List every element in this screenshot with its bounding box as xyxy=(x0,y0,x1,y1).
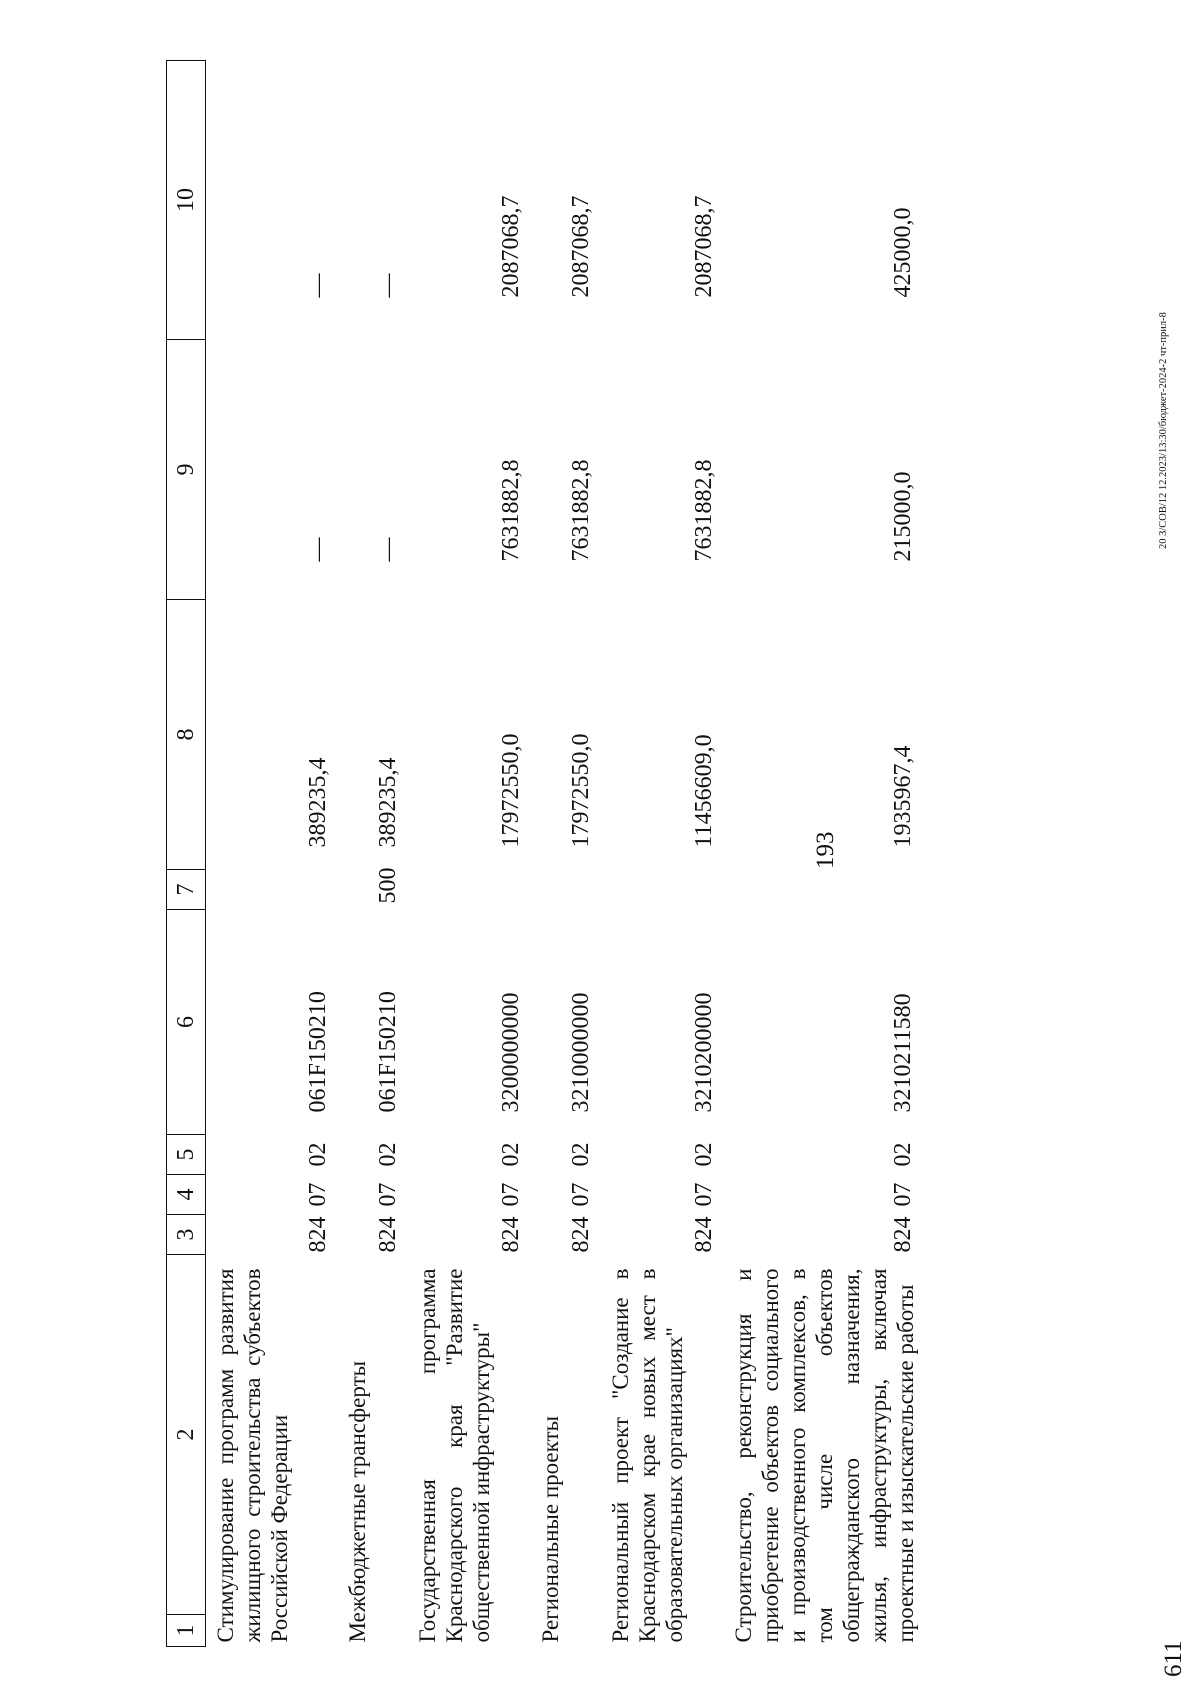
col-header-7: 7 xyxy=(167,870,206,910)
cell-c8: 17972550,0 xyxy=(567,733,594,848)
col-header-5: 5 xyxy=(167,1135,206,1175)
cell-c5: 02 xyxy=(889,1142,916,1167)
cell-c3: 824 xyxy=(374,1216,401,1253)
cell-c6: 3210211580 xyxy=(889,993,916,1113)
cell-c10: 2087068,7 xyxy=(567,195,594,298)
cell-c6: 3200000000 xyxy=(497,992,524,1113)
cell-c3: 824 xyxy=(567,1216,594,1253)
row-description: Стимулирование программ развития жилищного строительства субъектов Российской Федерации xyxy=(213,1268,292,1643)
cell-c8: 11456609,0 xyxy=(690,734,717,848)
cell-c3: 824 xyxy=(304,1216,331,1253)
cell-c3: 824 xyxy=(690,1216,717,1253)
cell-c5: 02 xyxy=(567,1142,594,1167)
table-row xyxy=(338,61,408,1647)
cell-c10: 2087068,7 xyxy=(497,195,524,298)
cell-c6: 3210200000 xyxy=(690,992,717,1113)
cell-c3: 824 xyxy=(889,1216,916,1253)
cell-c9: 7631882,8 xyxy=(690,459,717,562)
col-header-2: 2 xyxy=(167,1255,206,1615)
row-description: Государственная программа Краснодарского края "Развитие общественной инфраструктуры" xyxy=(414,1268,494,1643)
table-row xyxy=(408,61,531,1647)
col-header-9: 9 xyxy=(167,340,206,600)
cell-c8: 389235,4 xyxy=(374,757,401,848)
col-header-6: 6 xyxy=(167,910,206,1135)
cell-c7 xyxy=(601,870,724,910)
cell-c7 xyxy=(206,870,338,910)
col-header-4: 4 xyxy=(167,1175,206,1215)
cell-c8: 389235,4 xyxy=(304,757,331,848)
cell-c5: 02 xyxy=(374,1142,401,1167)
cell-c10: 425000,0 xyxy=(889,207,916,298)
cell-c4: 07 xyxy=(304,1182,331,1207)
cell-c6: 3210000000 xyxy=(567,992,594,1113)
cell-c8: 17972550,0 xyxy=(497,733,524,848)
cell-c5: 02 xyxy=(304,1142,331,1167)
cell-c9: 7631882,8 xyxy=(497,459,524,562)
row-description: Межбюджетные трансферты xyxy=(344,1360,370,1643)
cell-c4: 07 xyxy=(497,1182,524,1207)
header-row xyxy=(167,61,206,1647)
cell-c9: — xyxy=(304,537,331,562)
row-description: Региональный проект "Создание в Краснодарском крае новых мест в образовательных организациях" xyxy=(607,1268,687,1643)
table-row xyxy=(206,61,338,1647)
budget-table xyxy=(166,60,923,1647)
page-number: 193 xyxy=(812,831,839,869)
col-header-10: 10 xyxy=(167,61,206,340)
cell-c6: 061F150210 xyxy=(374,991,401,1113)
cell-c9: 7631882,8 xyxy=(567,459,594,562)
row-description: Строительство, реконструкция и приобретение объектов социального и производственного комплексов, в том числе объектов общегражданского назначения, жилья, инфраструктуры, включая проектные и изыскательские работы xyxy=(730,1268,918,1643)
footer-stamp: 20 З/СОВ/12 12.2023/13:30/бюджет-2024-2 чт-прил-8 xyxy=(1158,312,1169,549)
row-description: Региональные проекты xyxy=(537,1415,563,1643)
cell-c10: 2087068,7 xyxy=(690,195,717,298)
col-header-8: 8 xyxy=(167,600,206,870)
cell-c6: 061F150210 xyxy=(304,991,331,1113)
cell-c3: 824 xyxy=(497,1216,524,1253)
col-header-3: 3 xyxy=(167,1215,206,1255)
cell-c4: 07 xyxy=(889,1182,916,1207)
cell-c8: 1935967,4 xyxy=(889,745,916,848)
cell-c7: 500 xyxy=(374,867,401,904)
cell-c5: 02 xyxy=(497,1142,524,1167)
cell-c7 xyxy=(531,870,601,910)
table-row xyxy=(601,61,724,1647)
cell-c4: 07 xyxy=(690,1182,717,1207)
cell-c7 xyxy=(408,870,531,910)
cell-c4: 07 xyxy=(567,1182,594,1207)
table-row xyxy=(531,61,601,1647)
cell-c9: — xyxy=(374,537,401,562)
col-header-1: 1 xyxy=(167,1615,206,1647)
sheet-number: 611 xyxy=(1160,1640,1187,1677)
table-row xyxy=(724,61,923,1647)
cell-c10: — xyxy=(374,273,401,298)
cell-c9: 215000,0 xyxy=(889,471,916,562)
cell-c4: 07 xyxy=(374,1182,401,1207)
cell-c7 xyxy=(724,870,923,910)
cell-c10: — xyxy=(304,273,331,298)
cell-c5: 02 xyxy=(690,1142,717,1167)
